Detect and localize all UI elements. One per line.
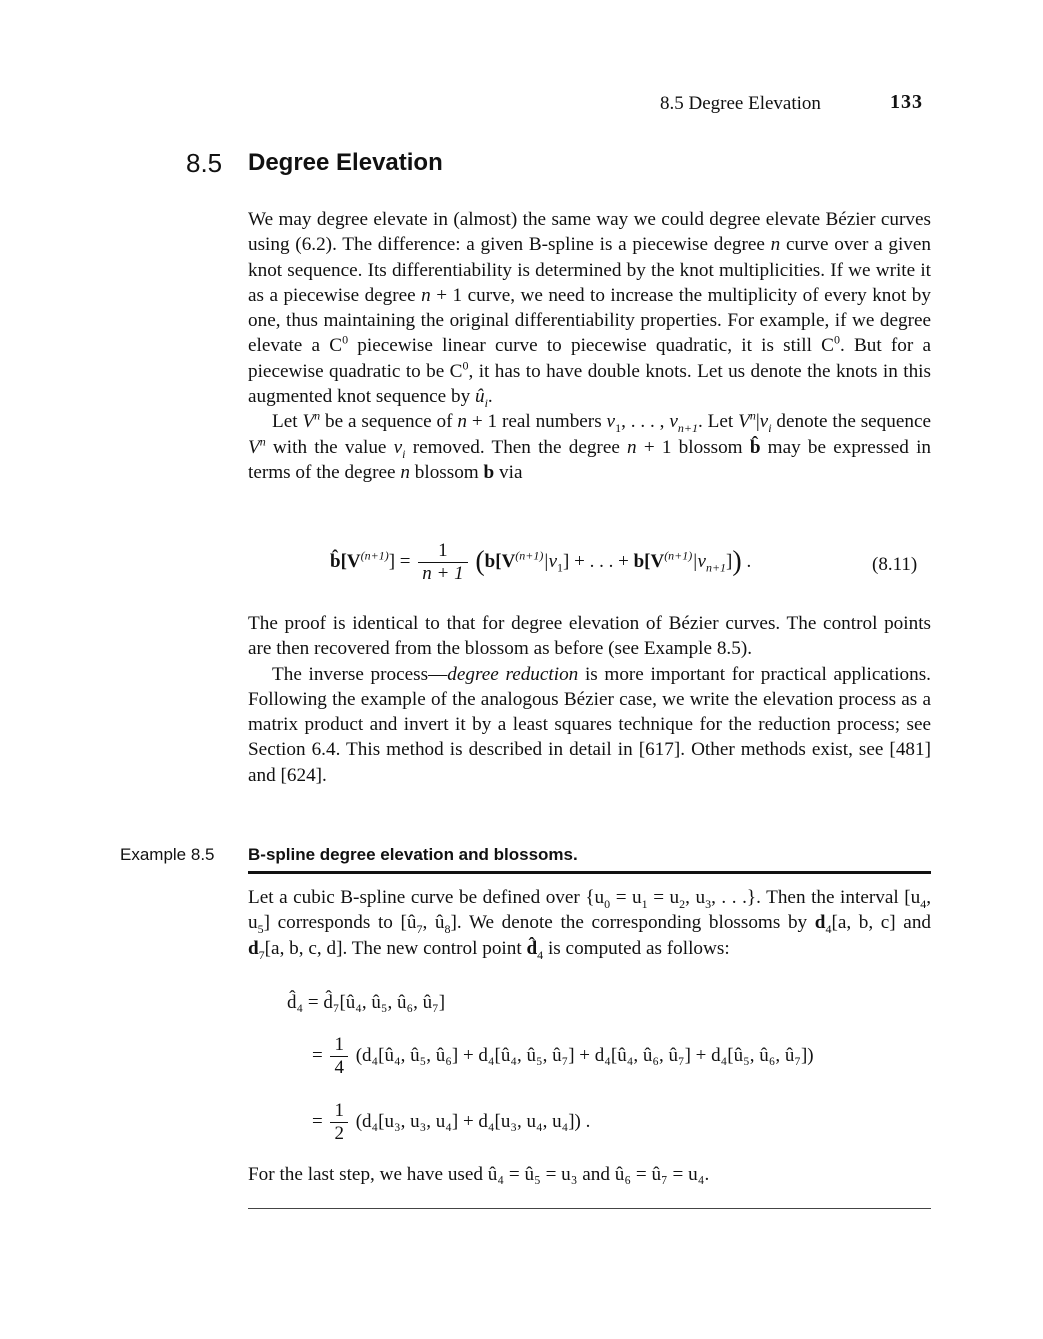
subscript: 7	[416, 922, 423, 937]
section-title: Degree Elevation	[248, 149, 443, 176]
example-equation-line-2	[312, 1034, 814, 1079]
example-equation-line-3	[312, 1100, 590, 1145]
text-run: with the value	[265, 436, 394, 458]
text-run: = u	[610, 887, 642, 908]
page-number: 133	[890, 91, 923, 113]
superscript: (n+1)	[360, 548, 389, 563]
subscript: i	[484, 395, 488, 410]
example-equation-line-1: d̂₄ = d̂₇[û₄, û₅, û₆, û₇]	[287, 992, 446, 1013]
text-run: The inverse process—	[272, 663, 448, 685]
math-v: v	[606, 411, 616, 433]
text-run: Let a cubic B-spline curve be defined over {u	[248, 887, 605, 908]
text-run: We may degree elevate in (almost) the same way we could degree elevate Bézier curves using (6.2). The difference: a given B-spline is a piecewise degree	[248, 209, 931, 256]
equation-number: (8.11)	[872, 554, 918, 575]
text-run: , û	[422, 912, 445, 934]
superscript: n	[259, 434, 266, 449]
superscript: 0	[833, 333, 840, 348]
math-n: n	[457, 411, 467, 433]
text-run: , it has to have double knots. Let us denote the knots in this augmented knot sequence by	[248, 360, 931, 408]
text-run: . But for a piecewise quadratic to be C	[248, 335, 931, 382]
eq-body: (d₄[û₄, û₅, û₆] + d₄[û₄, û₅, û₇] + d₄[û₄, û₆, û₇] + d₄[û₅, û₆, û₇])	[355, 1044, 814, 1066]
paren-open: (	[475, 545, 485, 577]
eq-text: ]	[726, 550, 733, 572]
subscript: 0	[604, 896, 611, 911]
text-run: ] corresponds to [û	[263, 912, 417, 934]
text-run: , u	[248, 887, 931, 934]
example-top-rule	[248, 871, 931, 874]
paragraph-after-equation	[248, 611, 931, 788]
emphasis: degree reduction	[447, 663, 579, 685]
subscript: 5	[257, 922, 264, 937]
math-V: V	[248, 436, 260, 458]
fraction-denominator: 2	[334, 1123, 344, 1144]
text-run: + 1 real numbers	[466, 411, 607, 433]
math-n: n	[421, 284, 431, 306]
text-run: , . . .}. Then the interval [u	[711, 887, 921, 908]
example-bottom-rule	[248, 1208, 931, 1209]
paren-close: )	[732, 545, 742, 577]
text-run: , . . . ,	[621, 411, 670, 433]
eq-lhs: b̂[V	[330, 550, 361, 572]
subscript: n+1	[677, 421, 698, 436]
eq-text: |v	[692, 550, 706, 572]
superscript: n	[749, 408, 756, 423]
superscript: n	[314, 408, 321, 423]
example-label: Example 8.5	[120, 845, 215, 864]
eq-body: (d₄[u₃, u₃, u₄] + d₄[u₃, u₄, u₄]) .	[355, 1110, 591, 1132]
subscript: 4	[825, 922, 832, 937]
math-v: v	[393, 436, 403, 458]
text-run: piecewise linear curve to piecewise quadratic, it is still C	[348, 335, 834, 357]
text-run: be a sequence of	[320, 411, 458, 433]
math-d: d	[248, 937, 259, 959]
text-run: curve over a given knot sequence. Its differentiability is determined by the knot multiplicities. If we write it as a piecewise degree	[248, 234, 931, 306]
eq-equals: =	[312, 1044, 323, 1066]
text-run: is computed as follows:	[543, 937, 730, 959]
math-u-hat: û	[474, 386, 485, 408]
paragraph-reduction	[248, 662, 931, 788]
subscript: 1	[641, 896, 648, 911]
subscript: 7	[258, 947, 265, 962]
subscript: 2	[679, 896, 686, 911]
fraction	[330, 1034, 348, 1079]
superscript: 0	[462, 358, 469, 373]
text-run: = u	[647, 887, 680, 908]
eq-text: |v	[543, 550, 558, 572]
eq-term: b[V	[484, 550, 516, 572]
math-d: d	[814, 912, 826, 934]
text-run: via	[494, 461, 523, 483]
text-run: . Let	[697, 411, 739, 433]
example-title: B-spline degree elevation and blossoms.	[248, 845, 578, 864]
paragraph-intro	[248, 207, 931, 485]
running-title: 8.5 Degree Elevation	[660, 93, 821, 114]
eq-equals: =	[312, 1110, 323, 1132]
math-b-hat: b̂	[749, 436, 761, 458]
subscript: 8	[444, 922, 451, 937]
eq-text: ] =	[388, 550, 411, 572]
text-run: + 1 curve, we need to increase the multiplicity of every knot by one, thus maintaining the original differentiability properties. For example, if we degree elevate a C	[248, 284, 931, 357]
math-bar: |	[755, 411, 760, 433]
text-run: denote the sequence	[771, 411, 932, 433]
fraction	[418, 540, 467, 585]
subscript: i	[402, 446, 406, 461]
fraction-numerator: 1	[330, 1034, 348, 1057]
superscript: (n+1)	[515, 548, 544, 563]
eq-term: b[V	[633, 550, 665, 572]
superscript: 0	[342, 333, 349, 348]
text-run: ]. We denote the corresponding blossoms by	[450, 912, 815, 934]
eq-text: .	[741, 550, 752, 572]
subscript: 4	[920, 896, 927, 911]
section-number: 8.5	[186, 148, 223, 178]
fraction	[330, 1100, 348, 1145]
text-run: [a, b, c] and	[831, 912, 932, 934]
subscript: 1	[557, 560, 564, 575]
fraction-numerator: 1	[330, 1100, 348, 1123]
math-v: v	[669, 411, 678, 433]
text-run: .	[487, 386, 493, 408]
text-run: [a, b, c, d]. The new control point	[264, 937, 527, 959]
fraction-numerator: 1	[418, 540, 467, 563]
math-n: n	[770, 234, 781, 256]
math-V: V	[738, 411, 750, 433]
subscript: n+1	[705, 560, 727, 575]
subscript: i	[768, 421, 772, 436]
text-run: removed. Then the degree	[405, 436, 628, 458]
text-run: , u	[685, 887, 706, 908]
math-b: b	[483, 461, 495, 483]
math-v: v	[759, 411, 769, 433]
text-run: Let	[272, 411, 303, 433]
subscript: 4	[537, 947, 544, 962]
example-closing: For the last step, we have used û₄ = û₅ = u₃ and û₆ = û₇ = u₄.	[248, 1164, 710, 1185]
math-V: V	[302, 411, 315, 433]
superscript: (n+1)	[664, 548, 693, 563]
math-n: n	[627, 436, 637, 458]
text-run: may be expressed in terms of the degree	[248, 436, 931, 483]
equation-8-11	[330, 540, 751, 585]
math-n: n	[400, 461, 410, 483]
math-d-hat: d̂	[526, 937, 538, 959]
example-intro	[248, 885, 931, 961]
text-run: is more important for practical applications. Following the example of the analogous Bézier case, we write the elevation process as a matrix product and invert it by a least squares technique for the reduction process; see Section 6.4. This method is described in detail in [617]. Other methods exist, see [481] and [624].	[248, 663, 931, 786]
fraction-denominator: 4	[334, 1057, 344, 1078]
fraction-denominator: n + 1	[422, 563, 464, 584]
eq-text: ] + . . . +	[563, 550, 634, 572]
subscript: 3	[705, 896, 712, 911]
text-run: blossom	[409, 461, 484, 483]
paragraph-proof: The proof is identical to that for degree elevation of Bézier curves. The control points are then recovered from the blossom as before (see Example 8.5).	[248, 613, 931, 660]
subscript: 1	[615, 421, 622, 436]
text-run: + 1 blossom	[636, 436, 750, 458]
